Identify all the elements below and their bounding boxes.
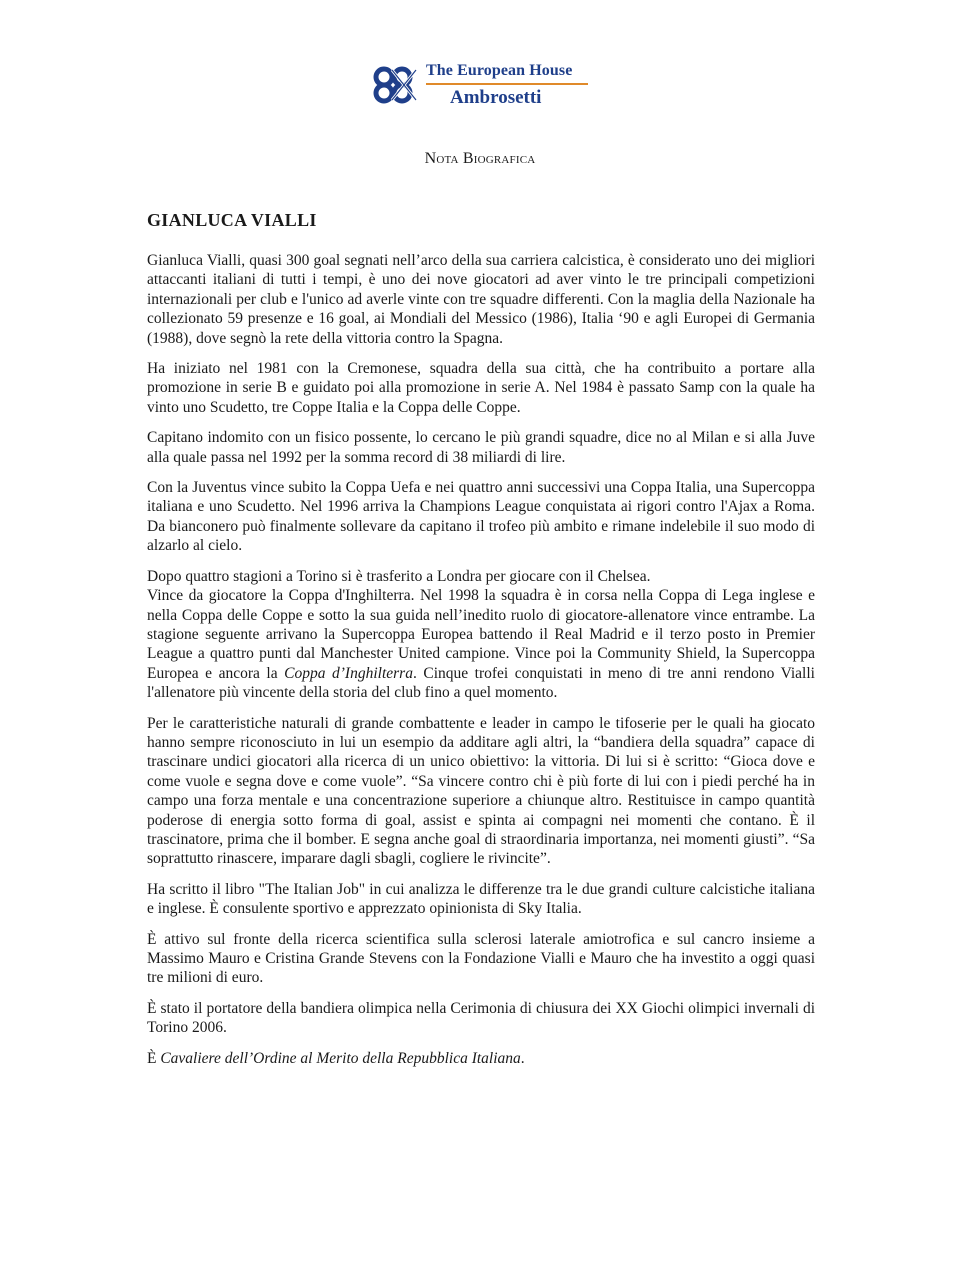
- chelsea-text-italic: Coppa d’Inghilterra: [284, 664, 413, 682]
- paragraph-book: Ha scritto il libro "The Italian Job" in cui analizza le differenze tra le due grandi culture calcistiche italiana e inglese. È consulente sportivo e apprezzato opinionista di Sky Italia.: [147, 880, 815, 918]
- logo-text-line2: Ambrosetti: [450, 87, 542, 108]
- paragraph-move-to-chelsea: Dopo quattro stagioni a Torino si è trasferito a Londra per giocare con il Chelsea.: [147, 567, 651, 585]
- paragraph-cremonese-samp: Ha iniziato nel 1981 con la Cremonese, squadra della sua città, che ha contribuito a portare alla promozione in serie B e guidato poi alla promozione in serie A. Nel 1984 è passato Samp con la quale ha vinto uno Scudetto, tre Coppe Italia e la Coppa delle Coppe.: [147, 360, 815, 416]
- cavaliere-suffix: .: [520, 1049, 525, 1067]
- document-heading: Nota Biografica: [424, 150, 536, 167]
- paragraph-leadership: Per le caratteristiche naturali di grande combattente e leader in campo le tifoserie per le quali ha giocato hanno sempre riconosciuto in lui un esempio da additare agli altri, la “bandiera della squadra” capace di trascinare undici giocatori alla ricerca di un unico obiettivo: la vittoria. Di lui si è scritto: “Gioca dove e come vuole e segna dove e come vuole”. “Sa vincere contro chi è più forte di lui con i piedi perché ha in campo una forza mentale e una concentrazione superiore a chiunque altro. Restituisce in campo quantità poderose di energia sotto forma di goal, assist e spinta ai compagni nei momenti che contano. È il trascinatore, prima che il bomber. E segna anche goal di straordinaria importanza, nei momenti giusti”. “Sa soprattutto rinascere, imparare dagli sbagli, cogliere le rivincite”.: [147, 714, 815, 868]
- paragraph-chelsea: [147, 586, 815, 702]
- ambrosetti-logo-mark-icon: [372, 64, 422, 106]
- paragraph-research: È attivo sul fronte della ricerca scientifica sulla sclerosi laterale amiotrofica e sul cancro insieme a Massimo Mauro e Cristina Grande Stevens con la Fondazione Vialli e Mauro che ha investito a oggi quasi tre milioni di euro.: [147, 930, 815, 987]
- logo-divider: [426, 83, 588, 85]
- chelsea-text-part2: . Cinque trofei conquistati in meno di tre anni rendono Vialli l'allenatore più vincente della storia del club fino a quel momento.: [147, 664, 815, 702]
- paragraph-juventus: Con la Juventus vince subito la Coppa Uefa e nei quattro anni successivi una Coppa Italia, una Supercoppa italiana e uno Scudetto. Nel 1996 arriva la Champions League conquistata ai rigori contro l'Ajax a Roma. Da bianconero può finalmente sollevare da capitano il trofeo più ambito e rimane indelebile il suo modo di alzarlo al cielo.: [147, 479, 815, 555]
- cavaliere-prefix: È: [147, 1049, 161, 1067]
- biography-body: [147, 251, 815, 1079]
- paragraph-career-summary: Gianluca Vialli, quasi 300 goal segnati nell’arco della sua carriera calcistica, è considerato uno dei migliori attaccanti italiani di tutti i tempi, è uno dei nove giocatori ad aver vinto le tre principali competizioni internazionali per club e l'unico ad averle vinte con tre squadre differenti. Con la maglia della Nazionale ha collezionato 59 presenze e 16 goal, ai Mondiali del Messico (1986), Italia ‘90 e agli Europei di Germania (1988), dove segnò la rete della vittoria contro la Spagna.: [147, 252, 815, 347]
- ambrosetti-logo: [372, 60, 592, 110]
- chelsea-text-part1: Vince da giocatore la Coppa d'Inghilterra. Nel 1998 la squadra è in corsa nella Coppa di Lega inglese e nella Coppa delle Coppe e sotto la sua guida nell’inedito ruolo di giocatore-allenatore vince entrambe. La stagione seguente arrivano la Supercoppa Europea battendo il Real Madrid e il terzo posto in Premier League a quattro punti dal Manchester United campione. Vince poi la Community Shield, la Supercoppa Europea e ancora la: [147, 587, 815, 682]
- paragraph-cavaliere: [147, 1049, 815, 1068]
- cavaliere-title: Cavaliere dell’Ordine al Merito della Repubblica Italiana: [160, 1049, 521, 1067]
- person-name: GIANLUCA VIALLI: [147, 210, 317, 230]
- paragraph-juve-transfer: Capitano indomito con un fisico possente, lo cercano le più grandi squadre, dice no al Milan e si alla Juve alla quale passa nel 1992 per la somma record di 38 miliardi di lire.: [147, 429, 815, 466]
- logo-text-line1: The European House: [426, 62, 573, 79]
- paragraph-olympics: È stato il portatore della bandiera olimpica nella Cerimonia di chiusura dei XX Giochi olimpici invernali di Torino 2006.: [147, 999, 815, 1037]
